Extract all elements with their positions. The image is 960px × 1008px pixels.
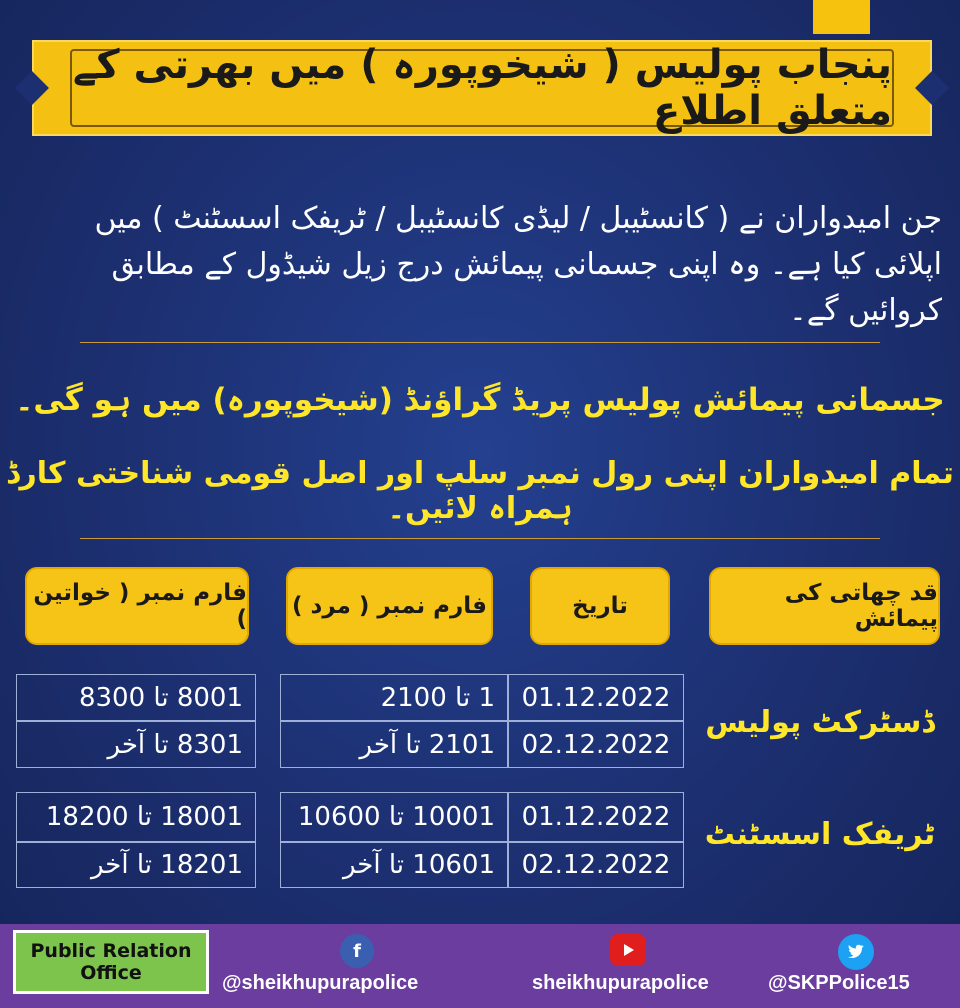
pr-office-line-2: Office	[80, 962, 142, 984]
header-form-male: فارم نمبر ( مرد )	[286, 567, 493, 645]
facebook-handle[interactable]: @sheikhupurapolice	[222, 972, 419, 994]
table-cell: 01.12.2022	[508, 792, 684, 842]
table-cell: 8001 تا 8300	[16, 674, 256, 721]
table-cell: 18201 تا آخر	[16, 842, 256, 888]
pr-office-badge	[13, 930, 209, 994]
title-frame	[70, 42, 894, 134]
notice-line-2: تمام امیدواران اپنی رول نمبر سلپ اور اصل قومی شناختی کارڈ ہمراہ لائیں۔	[6, 456, 954, 526]
intro-line-2: اپلائی کیا ہے۔ وہ اپنی جسمانی پیمائش درج زیل شیڈول کے مطابق کروائیں گے۔	[111, 247, 942, 328]
facebook-icon[interactable]: f	[340, 934, 374, 968]
table-cell: 18001 تا 18200	[16, 792, 256, 842]
youtube-icon[interactable]	[610, 934, 646, 966]
table-cell: 8301 تا آخر	[16, 721, 256, 768]
twitter-handle[interactable]: @SKPPolice15	[768, 972, 910, 994]
twitter-icon[interactable]	[838, 934, 874, 970]
table-cell: 10001 تا 10600	[280, 792, 508, 842]
table-cell: 02.12.2022	[508, 842, 684, 888]
header-date: تاریخ	[530, 567, 670, 645]
pr-office-line-1: Public Relation	[30, 940, 192, 962]
divider-top	[80, 342, 880, 343]
title-banner	[32, 40, 932, 136]
intro-text	[14, 196, 942, 334]
group-label-district-police: ڈسٹرکٹ پولیس	[705, 705, 935, 740]
youtube-handle[interactable]: sheikhupurapolice	[532, 972, 709, 994]
table-cell: 01.12.2022	[508, 674, 684, 721]
notice-line-1: جسمانی پیمائش پولیس پریڈ گراؤنڈ (شیخوپورہ) میں ہو گی۔	[15, 382, 945, 418]
corner-tab	[813, 0, 870, 34]
intro-line-1: جن امیدواران نے ( کانسٹیبل / لیڈی کانسٹیبل / ٹریفک اسسٹنٹ ) میں	[94, 201, 942, 236]
page-title: پنجاب پولیس ( شیخوپورہ ) میں بھرتی کے متعلق اطلاع	[72, 42, 892, 134]
group-label-traffic-assistant: ٹریفک اسسٹنٹ	[704, 817, 936, 852]
header-measurement: قد چھاتی کی پیمائش	[709, 567, 940, 645]
table-cell: 2101 تا آخر	[280, 721, 508, 768]
header-form-female: فارم نمبر ( خواتین )	[25, 567, 249, 645]
table-cell: 10601 تا آخر	[280, 842, 508, 888]
table-cell: 02.12.2022	[508, 721, 684, 768]
divider-bottom	[80, 538, 880, 539]
table-cell: 1 تا 2100	[280, 674, 508, 721]
